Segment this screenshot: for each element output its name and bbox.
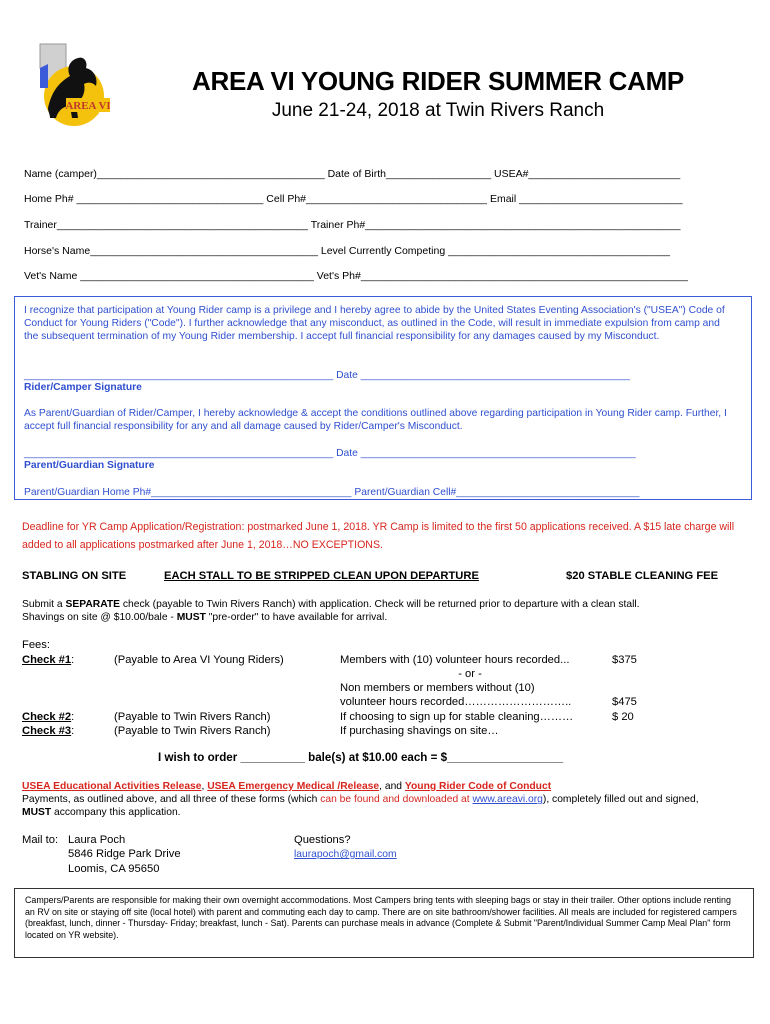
phone-email-row[interactable]: Home Ph# ________________________________ Cell Ph#_______________________________ Email ____________________________ [24,193,683,205]
nonmembers-fee-amount: $475 [612,696,637,708]
fees-label: Fees: [22,639,50,651]
mail-label: Mail to: [22,834,59,846]
areavi-website-link[interactable]: www.areavi.org [472,794,543,806]
or-divider: - or - [458,668,482,680]
horse-row[interactable]: Horse's Name_______________________________________ Level Currently Competing ______________________________________ [24,245,670,257]
check1-label: Check #1: [22,654,75,666]
page-title: AREA VI YOUNG RIDER SUMMER CAMP [192,66,684,96]
nonmembers-fee-text-2: volunteer hours recorded……………………….. [340,696,572,708]
stable-cleaning-amount: $ 20 [612,711,634,723]
release-paragraph: I recognize that participation at Young Rider camp is a privilege and I hereby agree to abide by the United States Eventing Association's ("USEA") Code of Conduct for Young Riders ("Code"). I further acknowledge that any misconduct, as outlined in the Code, will result in immediate expulsion from camp and the subsequent termination of my Young Rider membership. I accept full financial responsibility for any damages caused by my Misconduct. [24,305,725,343]
parent-signature-line[interactable]: ______________________________________________________ Date ________________________________________________ [24,448,636,459]
parent-phones-line[interactable]: Parent/Guardian Home Ph#___________________________________ Parent/Guardian Cell#________________________________ [24,487,640,498]
members-fee-amount: $375 [612,654,637,666]
contact-email-link[interactable]: laurapoch@gmail.com [294,849,397,860]
mail-city: Loomis, CA 95650 [68,863,160,875]
rider-signature-label: Rider/Camper Signature [24,382,142,393]
deadline-notice: Deadline for YR Camp Application/Registration: postmarked June 1, 2018. YR Camp is limited to the first 50 applications received. A $15 late charge will added to all applications postmarked after June 1, 2018…NO EXCEPTIONS. [22,521,735,551]
check2-payee: (Payable to Twin Rivers Ranch) [114,711,271,723]
check2-label: Check #2: [22,711,75,723]
order-line[interactable]: I wish to order __________ bale(s) at $10.00 each = $__________________ [158,751,564,764]
mail-street: 5846 Ridge Park Drive [68,848,181,860]
shavings-text: If purchasing shavings on site… [340,725,499,737]
camper-info-row[interactable]: Name (camper)_______________________________________ Date of Birth__________________ USEA#__________________________ [24,168,681,180]
required-forms: USEA Educational Activities Release, USEA Emergency Medical /Release, and Young Rider Code of Conduct Payments, as outlined above, and all three of these forms (which can be found and downloaded at www.areavi.org), completely filled out and signed, MUST accompany this application. [22,781,699,819]
guardian-paragraph: As Parent/Guardian of Rider/Camper, I hereby acknowledge & accept the conditions outlined above regarding participation in Young Rider camp. Further, I accept full financial responsibility for any and all damage caused by Rider/Camper's Misconduct. [24,408,727,433]
mail-name: Laura Poch [68,834,126,846]
nonmembers-fee-text: Non members or members without (10) [340,682,535,694]
check3-payee: (Payable to Twin Rivers Ranch) [114,725,271,737]
check1-payee: (Payable to Area VI Young Riders) [114,654,284,666]
code-of-conduct-link[interactable]: Young Rider Code of Conduct [404,781,552,792]
stabling-instructions: Submit a SEPARATE check (payable to Twin Rivers Ranch) with application. Check will be returned prior to departure with a clean stall. Shavings on site @ $10.00/bale - MUST "pre-order" to have available for arrival. [22,599,640,624]
questions-label: Questions? [294,834,351,846]
stabling-heading: STABLING ON SITE [22,570,127,582]
parent-signature-label: Parent/Guardian Signature [24,460,155,471]
page-subtitle: June 21-24, 2018 at Twin Rivers Ranch [271,100,605,121]
members-fee-text: Members with (10) volunteer hours recorded... [340,654,570,666]
accommodations-notice: Campers/Parents are responsible for making their own overnight accommodations. Most Campers bring tents with sleeping bags or stay in their trailer. Other options include renting an RV on site or staying off site (local hotel) with parent and commuting each day to camp. There are on site bathroom/shower facilities. All meals are included for registered campers (breakfast, lunch, dinner - Thursday- Friday; breakfast, lunch - Sat). Parents can purchase meals in advance (Complete & Submit "Parent/Individual Summer Camp Meal Plan" form located on YR website). [14,888,754,958]
educational-release-link[interactable]: USEA Educational Activities Release [22,781,202,792]
cleaning-fee: $20 STABLE CLEANING FEE [566,570,719,582]
rider-signature-line[interactable]: ______________________________________________________ Date _______________________________________________ [24,370,630,381]
medical-release-link[interactable]: USEA Emergency Medical /Release [207,781,380,792]
area-vi-logo [26,38,118,130]
check3-label: Check #3: [22,725,75,737]
stall-notice: EACH STALL TO BE STRIPPED CLEAN UPON DEPARTURE [164,570,479,582]
stable-cleaning-text: If choosing to sign up for stable cleaning……… [340,711,574,723]
logo-text: AREA VI [65,100,111,112]
trainer-row[interactable]: Trainer___________________________________________ Trainer Ph#______________________________________________________ [24,219,681,231]
vet-row[interactable]: Vet's Name ________________________________________ Vet's Ph#________________________________________________________ [24,270,688,282]
